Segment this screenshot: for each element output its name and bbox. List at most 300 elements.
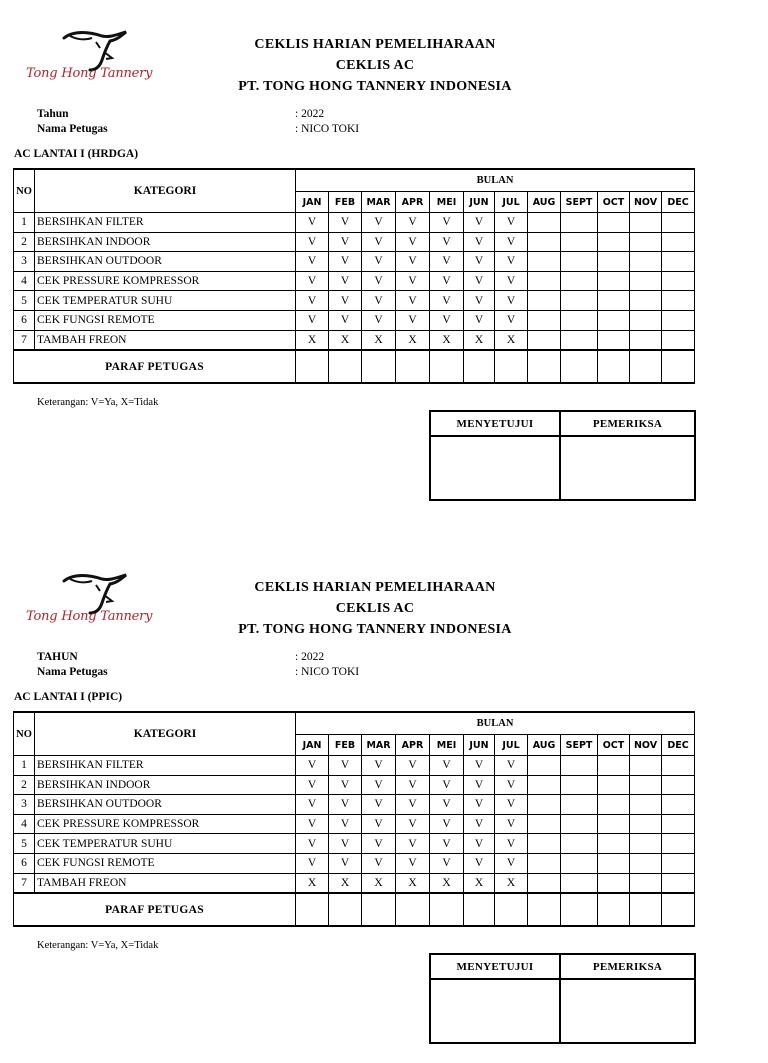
paraf-cell-dec[interactable] bbox=[662, 893, 695, 926]
month-header-sept: SEPT bbox=[561, 735, 598, 756]
table-row bbox=[14, 252, 695, 272]
column-header-kategori: KATEGORI bbox=[35, 712, 296, 756]
check-cell-feb[interactable]: V bbox=[329, 213, 362, 233]
check-cell-mei[interactable]: V bbox=[430, 756, 464, 776]
check-cell-sept[interactable] bbox=[561, 834, 598, 854]
company-logo bbox=[22, 28, 162, 94]
check-cell-apr[interactable]: V bbox=[396, 291, 430, 311]
row-number: 4 bbox=[14, 271, 35, 291]
check-cell-jan[interactable]: V bbox=[296, 853, 329, 873]
table-row bbox=[14, 756, 695, 776]
month-header-jul: JUL bbox=[495, 192, 528, 213]
check-cell-feb[interactable]: V bbox=[329, 853, 362, 873]
check-cell-jan[interactable]: V bbox=[296, 795, 329, 815]
check-cell-aug[interactable] bbox=[528, 873, 561, 893]
check-signature-box[interactable] bbox=[560, 436, 695, 500]
legend-note: Keterangan: V=Ya, X=Tidak bbox=[37, 940, 159, 951]
paraf-cell-jan[interactable] bbox=[296, 350, 329, 383]
check-cell-oct[interactable] bbox=[598, 252, 630, 272]
check-cell-sept[interactable] bbox=[561, 271, 598, 291]
approval-table bbox=[429, 953, 696, 1044]
check-cell-nov[interactable] bbox=[630, 271, 662, 291]
check-cell-aug[interactable] bbox=[528, 232, 561, 252]
check-cell-apr[interactable]: V bbox=[396, 232, 430, 252]
check-cell-apr[interactable]: V bbox=[396, 775, 430, 795]
month-header-jun: JUN bbox=[464, 192, 495, 213]
check-cell-mei[interactable]: V bbox=[430, 775, 464, 795]
paraf-cell-feb[interactable] bbox=[329, 350, 362, 383]
check-cell-mar[interactable]: V bbox=[362, 232, 396, 252]
check-cell-apr[interactable]: V bbox=[396, 795, 430, 815]
table-row bbox=[14, 310, 695, 330]
paraf-cell-mar[interactable] bbox=[362, 350, 396, 383]
check-cell-oct[interactable] bbox=[598, 330, 630, 350]
row-number: 2 bbox=[14, 775, 35, 795]
paraf-cell-feb[interactable] bbox=[329, 893, 362, 926]
check-cell-sept[interactable] bbox=[561, 252, 598, 272]
check-cell-nov[interactable] bbox=[630, 795, 662, 815]
paraf-label: PARAF PETUGAS bbox=[14, 350, 296, 383]
check-cell-jan[interactable]: V bbox=[296, 271, 329, 291]
check-signature-box[interactable] bbox=[560, 979, 695, 1043]
check-cell-nov[interactable] bbox=[630, 814, 662, 834]
check-cell-dec[interactable] bbox=[662, 795, 695, 815]
check-cell-sept[interactable] bbox=[561, 756, 598, 776]
check-cell-feb[interactable]: V bbox=[329, 814, 362, 834]
check-cell-mei[interactable]: V bbox=[430, 213, 464, 233]
check-cell-jul[interactable]: V bbox=[495, 834, 528, 854]
table-row bbox=[14, 330, 695, 350]
document-title bbox=[200, 577, 550, 640]
row-category: BERSIHKAN FILTER bbox=[35, 756, 296, 776]
check-cell-aug[interactable] bbox=[528, 795, 561, 815]
check-cell-jul[interactable]: V bbox=[495, 252, 528, 272]
check-cell-apr[interactable]: X bbox=[396, 873, 430, 893]
month-header-mei: MEI bbox=[430, 192, 464, 213]
month-header-sept: SEPT bbox=[561, 192, 598, 213]
check-cell-mar[interactable]: V bbox=[362, 291, 396, 311]
check-cell-mei[interactable]: V bbox=[430, 795, 464, 815]
row-category: TAMBAH FREON bbox=[35, 873, 296, 893]
check-cell-jun[interactable]: V bbox=[464, 756, 495, 776]
check-cell-sept[interactable] bbox=[561, 232, 598, 252]
check-cell-jun[interactable]: V bbox=[464, 775, 495, 795]
check-cell-mar[interactable]: V bbox=[362, 775, 396, 795]
check-cell-oct[interactable] bbox=[598, 795, 630, 815]
check-cell-nov[interactable] bbox=[630, 232, 662, 252]
check-cell-feb[interactable]: V bbox=[329, 795, 362, 815]
checklist-sheet bbox=[0, 543, 768, 1063]
check-cell-dec[interactable] bbox=[662, 271, 695, 291]
check-cell-feb[interactable]: V bbox=[329, 291, 362, 311]
check-cell-jun[interactable]: V bbox=[464, 814, 495, 834]
check-cell-jan[interactable]: V bbox=[296, 252, 329, 272]
check-cell-apr[interactable]: V bbox=[396, 310, 430, 330]
check-cell-nov[interactable] bbox=[630, 252, 662, 272]
paraf-cell-mar[interactable] bbox=[362, 893, 396, 926]
month-header-dec: DEC bbox=[662, 192, 695, 213]
check-cell-aug[interactable] bbox=[528, 853, 561, 873]
table-row bbox=[14, 232, 695, 252]
row-number: 1 bbox=[14, 213, 35, 233]
check-cell-aug[interactable] bbox=[528, 330, 561, 350]
paraf-cell-jul[interactable] bbox=[495, 350, 528, 383]
check-cell-jul[interactable]: V bbox=[495, 814, 528, 834]
check-cell-jan[interactable]: V bbox=[296, 310, 329, 330]
check-cell-mar[interactable]: V bbox=[362, 213, 396, 233]
month-header-jan: JAN bbox=[296, 735, 329, 756]
checklist-sheet bbox=[0, 0, 768, 520]
check-cell-jan[interactable]: X bbox=[296, 873, 329, 893]
check-cell-feb[interactable]: V bbox=[329, 775, 362, 795]
check-cell-oct[interactable] bbox=[598, 834, 630, 854]
year-value: : 2022 bbox=[295, 108, 325, 120]
check-cell-jul[interactable]: V bbox=[495, 232, 528, 252]
check-cell-jun[interactable]: V bbox=[464, 795, 495, 815]
check-cell-sept[interactable] bbox=[561, 814, 598, 834]
check-cell-feb[interactable]: V bbox=[329, 756, 362, 776]
approval-table bbox=[429, 410, 696, 501]
row-number: 5 bbox=[14, 291, 35, 311]
column-header-no: NO bbox=[14, 169, 35, 213]
check-cell-oct[interactable] bbox=[598, 756, 630, 776]
check-cell-jun[interactable]: V bbox=[464, 232, 495, 252]
check-cell-mei[interactable]: V bbox=[430, 232, 464, 252]
row-category: BERSIHKAN INDOOR bbox=[35, 232, 296, 252]
check-cell-oct[interactable] bbox=[598, 232, 630, 252]
approve-header: MENYETUJUI bbox=[430, 954, 560, 979]
officer-value: : NICO TOKI bbox=[295, 666, 360, 678]
check-header: PEMERIKSA bbox=[560, 954, 695, 979]
month-header-aug: AUG bbox=[528, 192, 561, 213]
paraf-cell-apr[interactable] bbox=[396, 893, 430, 926]
check-cell-aug[interactable] bbox=[528, 252, 561, 272]
table-row bbox=[14, 775, 695, 795]
check-cell-nov[interactable] bbox=[630, 310, 662, 330]
check-cell-feb[interactable]: V bbox=[329, 271, 362, 291]
check-cell-nov[interactable] bbox=[630, 330, 662, 350]
check-cell-jan[interactable]: X bbox=[296, 330, 329, 350]
paraf-cell-dec[interactable] bbox=[662, 350, 695, 383]
approve-signature-box[interactable] bbox=[430, 436, 560, 500]
check-cell-dec[interactable] bbox=[662, 834, 695, 854]
check-cell-oct[interactable] bbox=[598, 853, 630, 873]
check-cell-feb[interactable]: V bbox=[329, 834, 362, 854]
check-cell-nov[interactable] bbox=[630, 291, 662, 311]
check-cell-nov[interactable] bbox=[630, 213, 662, 233]
check-cell-jan[interactable]: V bbox=[296, 814, 329, 834]
check-cell-feb[interactable]: V bbox=[329, 252, 362, 272]
paraf-cell-aug[interactable] bbox=[528, 350, 561, 383]
check-cell-nov[interactable] bbox=[630, 873, 662, 893]
check-cell-oct[interactable] bbox=[598, 775, 630, 795]
table-row bbox=[14, 834, 695, 854]
column-header-kategori: KATEGORI bbox=[35, 169, 296, 213]
check-cell-mar[interactable]: X bbox=[362, 330, 396, 350]
check-cell-nov[interactable] bbox=[630, 775, 662, 795]
month-header-oct: OCT bbox=[598, 735, 630, 756]
check-cell-dec[interactable] bbox=[662, 232, 695, 252]
title-line-1: CEKLIS HARIAN PEMELIHARAAN bbox=[254, 580, 496, 595]
check-cell-jul[interactable]: V bbox=[495, 775, 528, 795]
check-cell-dec[interactable] bbox=[662, 310, 695, 330]
check-cell-jan[interactable]: V bbox=[296, 775, 329, 795]
document-title bbox=[200, 34, 550, 97]
check-cell-oct[interactable] bbox=[598, 873, 630, 893]
row-number: 3 bbox=[14, 252, 35, 272]
check-cell-jun[interactable]: V bbox=[464, 853, 495, 873]
month-header-nov: NOV bbox=[630, 192, 662, 213]
month-header-mar: MAR bbox=[362, 192, 396, 213]
check-cell-feb[interactable]: V bbox=[329, 310, 362, 330]
year-label: Tahun bbox=[37, 108, 69, 120]
check-cell-aug[interactable] bbox=[528, 834, 561, 854]
check-cell-apr[interactable]: V bbox=[396, 213, 430, 233]
year-value: : 2022 bbox=[295, 651, 325, 663]
month-header-jan: JAN bbox=[296, 192, 329, 213]
title-line-2: CEKLIS AC bbox=[335, 601, 415, 616]
check-cell-oct[interactable] bbox=[598, 310, 630, 330]
check-cell-aug[interactable] bbox=[528, 271, 561, 291]
check-cell-sept[interactable] bbox=[561, 775, 598, 795]
title-line-2: CEKLIS AC bbox=[335, 58, 415, 73]
check-cell-aug[interactable] bbox=[528, 291, 561, 311]
check-cell-sept[interactable] bbox=[561, 291, 598, 311]
paraf-cell-jan[interactable] bbox=[296, 893, 329, 926]
title-line-3: PT. TONG HONG TANNERY INDONESIA bbox=[238, 79, 512, 94]
check-cell-jun[interactable]: V bbox=[464, 252, 495, 272]
check-cell-jan[interactable]: V bbox=[296, 756, 329, 776]
row-number: 7 bbox=[14, 873, 35, 893]
column-header-bulan: BULAN bbox=[296, 169, 695, 192]
check-cell-jul[interactable]: V bbox=[495, 291, 528, 311]
check-cell-sept[interactable] bbox=[561, 873, 598, 893]
check-cell-dec[interactable] bbox=[662, 213, 695, 233]
check-cell-jan[interactable]: V bbox=[296, 291, 329, 311]
check-cell-mar[interactable]: V bbox=[362, 853, 396, 873]
month-header-dec: DEC bbox=[662, 735, 695, 756]
paraf-cell-mei[interactable] bbox=[430, 350, 464, 383]
check-cell-oct[interactable] bbox=[598, 213, 630, 233]
row-category: BERSIHKAN FILTER bbox=[35, 213, 296, 233]
check-cell-mar[interactable]: V bbox=[362, 814, 396, 834]
check-cell-jul[interactable]: V bbox=[495, 756, 528, 776]
check-cell-jan[interactable]: V bbox=[296, 232, 329, 252]
paraf-cell-jul[interactable] bbox=[495, 893, 528, 926]
paraf-cell-nov[interactable] bbox=[630, 893, 662, 926]
check-cell-feb[interactable]: X bbox=[329, 873, 362, 893]
month-header-jun: JUN bbox=[464, 735, 495, 756]
check-cell-mar[interactable]: V bbox=[362, 795, 396, 815]
year-label: TAHUN bbox=[37, 651, 78, 663]
check-cell-dec[interactable] bbox=[662, 291, 695, 311]
check-cell-jun[interactable]: V bbox=[464, 291, 495, 311]
check-cell-apr[interactable]: X bbox=[396, 330, 430, 350]
row-category: CEK TEMPERATUR SUHU bbox=[35, 834, 296, 854]
row-number: 4 bbox=[14, 814, 35, 834]
paraf-cell-sept[interactable] bbox=[561, 350, 598, 383]
row-category: BERSIHKAN OUTDOOR bbox=[35, 252, 296, 272]
check-cell-mar[interactable]: V bbox=[362, 310, 396, 330]
check-cell-jul[interactable]: V bbox=[495, 795, 528, 815]
officer-label: Nama Petugas bbox=[37, 123, 108, 135]
check-cell-apr[interactable]: V bbox=[396, 814, 430, 834]
check-cell-jun[interactable]: X bbox=[464, 330, 495, 350]
check-header: PEMERIKSA bbox=[560, 411, 695, 436]
row-category: BERSIHKAN INDOOR bbox=[35, 775, 296, 795]
legend-note: Keterangan: V=Ya, X=Tidak bbox=[37, 397, 159, 408]
check-cell-sept[interactable] bbox=[561, 795, 598, 815]
paraf-cell-aug[interactable] bbox=[528, 893, 561, 926]
checklist-table bbox=[13, 168, 695, 384]
check-cell-dec[interactable] bbox=[662, 756, 695, 776]
table-row bbox=[14, 873, 695, 893]
month-header-aug: AUG bbox=[528, 735, 561, 756]
month-header-mei: MEI bbox=[430, 735, 464, 756]
row-category: BERSIHKAN OUTDOOR bbox=[35, 795, 296, 815]
check-cell-jun[interactable]: V bbox=[464, 213, 495, 233]
check-cell-mar[interactable]: V bbox=[362, 756, 396, 776]
check-cell-jan[interactable]: V bbox=[296, 834, 329, 854]
check-cell-jul[interactable]: V bbox=[495, 853, 528, 873]
table-row bbox=[14, 795, 695, 815]
table-row bbox=[14, 291, 695, 311]
section-heading: AC LANTAI I (HRDGA) bbox=[14, 148, 139, 160]
check-cell-sept[interactable] bbox=[561, 213, 598, 233]
check-cell-sept[interactable] bbox=[561, 853, 598, 873]
checklist-table bbox=[13, 711, 695, 927]
check-cell-jul[interactable]: X bbox=[495, 873, 528, 893]
table-row bbox=[14, 814, 695, 834]
check-cell-sept[interactable] bbox=[561, 330, 598, 350]
check-cell-mei[interactable]: V bbox=[430, 853, 464, 873]
table-row bbox=[14, 213, 695, 233]
month-header-oct: OCT bbox=[598, 192, 630, 213]
check-cell-aug[interactable] bbox=[528, 756, 561, 776]
check-cell-mei[interactable]: V bbox=[430, 252, 464, 272]
check-cell-feb[interactable]: X bbox=[329, 330, 362, 350]
paraf-cell-jun[interactable] bbox=[464, 893, 495, 926]
paraf-label: PARAF PETUGAS bbox=[14, 893, 296, 926]
check-cell-apr[interactable]: V bbox=[396, 271, 430, 291]
row-category: TAMBAH FREON bbox=[35, 330, 296, 350]
check-cell-dec[interactable] bbox=[662, 252, 695, 272]
check-cell-mar[interactable]: V bbox=[362, 252, 396, 272]
approve-signature-box[interactable] bbox=[430, 979, 560, 1043]
row-category: CEK PRESSURE KOMPRESSOR bbox=[35, 271, 296, 291]
paraf-cell-oct[interactable] bbox=[598, 893, 630, 926]
check-cell-aug[interactable] bbox=[528, 213, 561, 233]
title-line-3: PT. TONG HONG TANNERY INDONESIA bbox=[238, 622, 512, 637]
check-cell-dec[interactable] bbox=[662, 775, 695, 795]
row-number: 3 bbox=[14, 795, 35, 815]
check-cell-dec[interactable] bbox=[662, 330, 695, 350]
paraf-cell-sept[interactable] bbox=[561, 893, 598, 926]
check-cell-mei[interactable]: X bbox=[430, 330, 464, 350]
row-category: CEK PRESSURE KOMPRESSOR bbox=[35, 814, 296, 834]
row-number: 6 bbox=[14, 853, 35, 873]
month-header-feb: FEB bbox=[329, 192, 362, 213]
table-row bbox=[14, 271, 695, 291]
check-cell-aug[interactable] bbox=[528, 310, 561, 330]
check-cell-aug[interactable] bbox=[528, 814, 561, 834]
check-cell-nov[interactable] bbox=[630, 853, 662, 873]
check-cell-feb[interactable]: V bbox=[329, 232, 362, 252]
check-cell-jul[interactable]: V bbox=[495, 310, 528, 330]
check-cell-mei[interactable]: V bbox=[430, 271, 464, 291]
check-cell-mei[interactable]: V bbox=[430, 834, 464, 854]
row-number: 6 bbox=[14, 310, 35, 330]
officer-value: : NICO TOKI bbox=[295, 123, 360, 135]
row-category: CEK FUNGSI REMOTE bbox=[35, 853, 296, 873]
approve-header: MENYETUJUI bbox=[430, 411, 560, 436]
row-number: 5 bbox=[14, 834, 35, 854]
logo-text: Tong Hong Tannery bbox=[26, 66, 153, 81]
check-cell-mei[interactable]: X bbox=[430, 873, 464, 893]
check-cell-oct[interactable] bbox=[598, 271, 630, 291]
check-cell-nov[interactable] bbox=[630, 834, 662, 854]
check-cell-mar[interactable]: V bbox=[362, 834, 396, 854]
month-header-feb: FEB bbox=[329, 735, 362, 756]
paraf-cell-oct[interactable] bbox=[598, 350, 630, 383]
row-category: CEK TEMPERATUR SUHU bbox=[35, 291, 296, 311]
check-cell-jan[interactable]: V bbox=[296, 213, 329, 233]
title-line-1: CEKLIS HARIAN PEMELIHARAAN bbox=[254, 37, 496, 52]
check-cell-jun[interactable]: V bbox=[464, 310, 495, 330]
paraf-cell-nov[interactable] bbox=[630, 350, 662, 383]
check-cell-mar[interactable]: X bbox=[362, 873, 396, 893]
check-cell-apr[interactable]: V bbox=[396, 853, 430, 873]
check-cell-apr[interactable]: V bbox=[396, 756, 430, 776]
paraf-row bbox=[14, 893, 695, 926]
check-cell-jul[interactable]: V bbox=[495, 271, 528, 291]
check-cell-jun[interactable]: V bbox=[464, 834, 495, 854]
check-cell-sept[interactable] bbox=[561, 310, 598, 330]
check-cell-nov[interactable] bbox=[630, 756, 662, 776]
check-cell-mei[interactable]: V bbox=[430, 814, 464, 834]
paraf-cell-mei[interactable] bbox=[430, 893, 464, 926]
check-cell-jul[interactable]: V bbox=[495, 213, 528, 233]
month-header-nov: NOV bbox=[630, 735, 662, 756]
check-cell-aug[interactable] bbox=[528, 775, 561, 795]
company-logo bbox=[22, 571, 162, 637]
check-cell-jun[interactable]: X bbox=[464, 873, 495, 893]
column-header-bulan: BULAN bbox=[296, 712, 695, 735]
check-cell-oct[interactable] bbox=[598, 814, 630, 834]
check-cell-dec[interactable] bbox=[662, 873, 695, 893]
check-cell-jul[interactable]: X bbox=[495, 330, 528, 350]
check-cell-mei[interactable]: V bbox=[430, 291, 464, 311]
check-cell-jun[interactable]: V bbox=[464, 271, 495, 291]
check-cell-mar[interactable]: V bbox=[362, 271, 396, 291]
check-cell-apr[interactable]: V bbox=[396, 252, 430, 272]
check-cell-dec[interactable] bbox=[662, 814, 695, 834]
check-cell-oct[interactable] bbox=[598, 291, 630, 311]
paraf-cell-apr[interactable] bbox=[396, 350, 430, 383]
column-header-no: NO bbox=[14, 712, 35, 756]
paraf-cell-jun[interactable] bbox=[464, 350, 495, 383]
meta-block bbox=[37, 650, 397, 680]
row-category: CEK FUNGSI REMOTE bbox=[35, 310, 296, 330]
logo-text: Tong Hong Tannery bbox=[26, 609, 153, 624]
table-row bbox=[14, 853, 695, 873]
check-cell-dec[interactable] bbox=[662, 853, 695, 873]
section-heading: AC LANTAI I (PPIC) bbox=[14, 691, 123, 703]
check-cell-apr[interactable]: V bbox=[396, 834, 430, 854]
month-header-apr: APR bbox=[396, 735, 430, 756]
row-number: 7 bbox=[14, 330, 35, 350]
check-cell-mei[interactable]: V bbox=[430, 310, 464, 330]
